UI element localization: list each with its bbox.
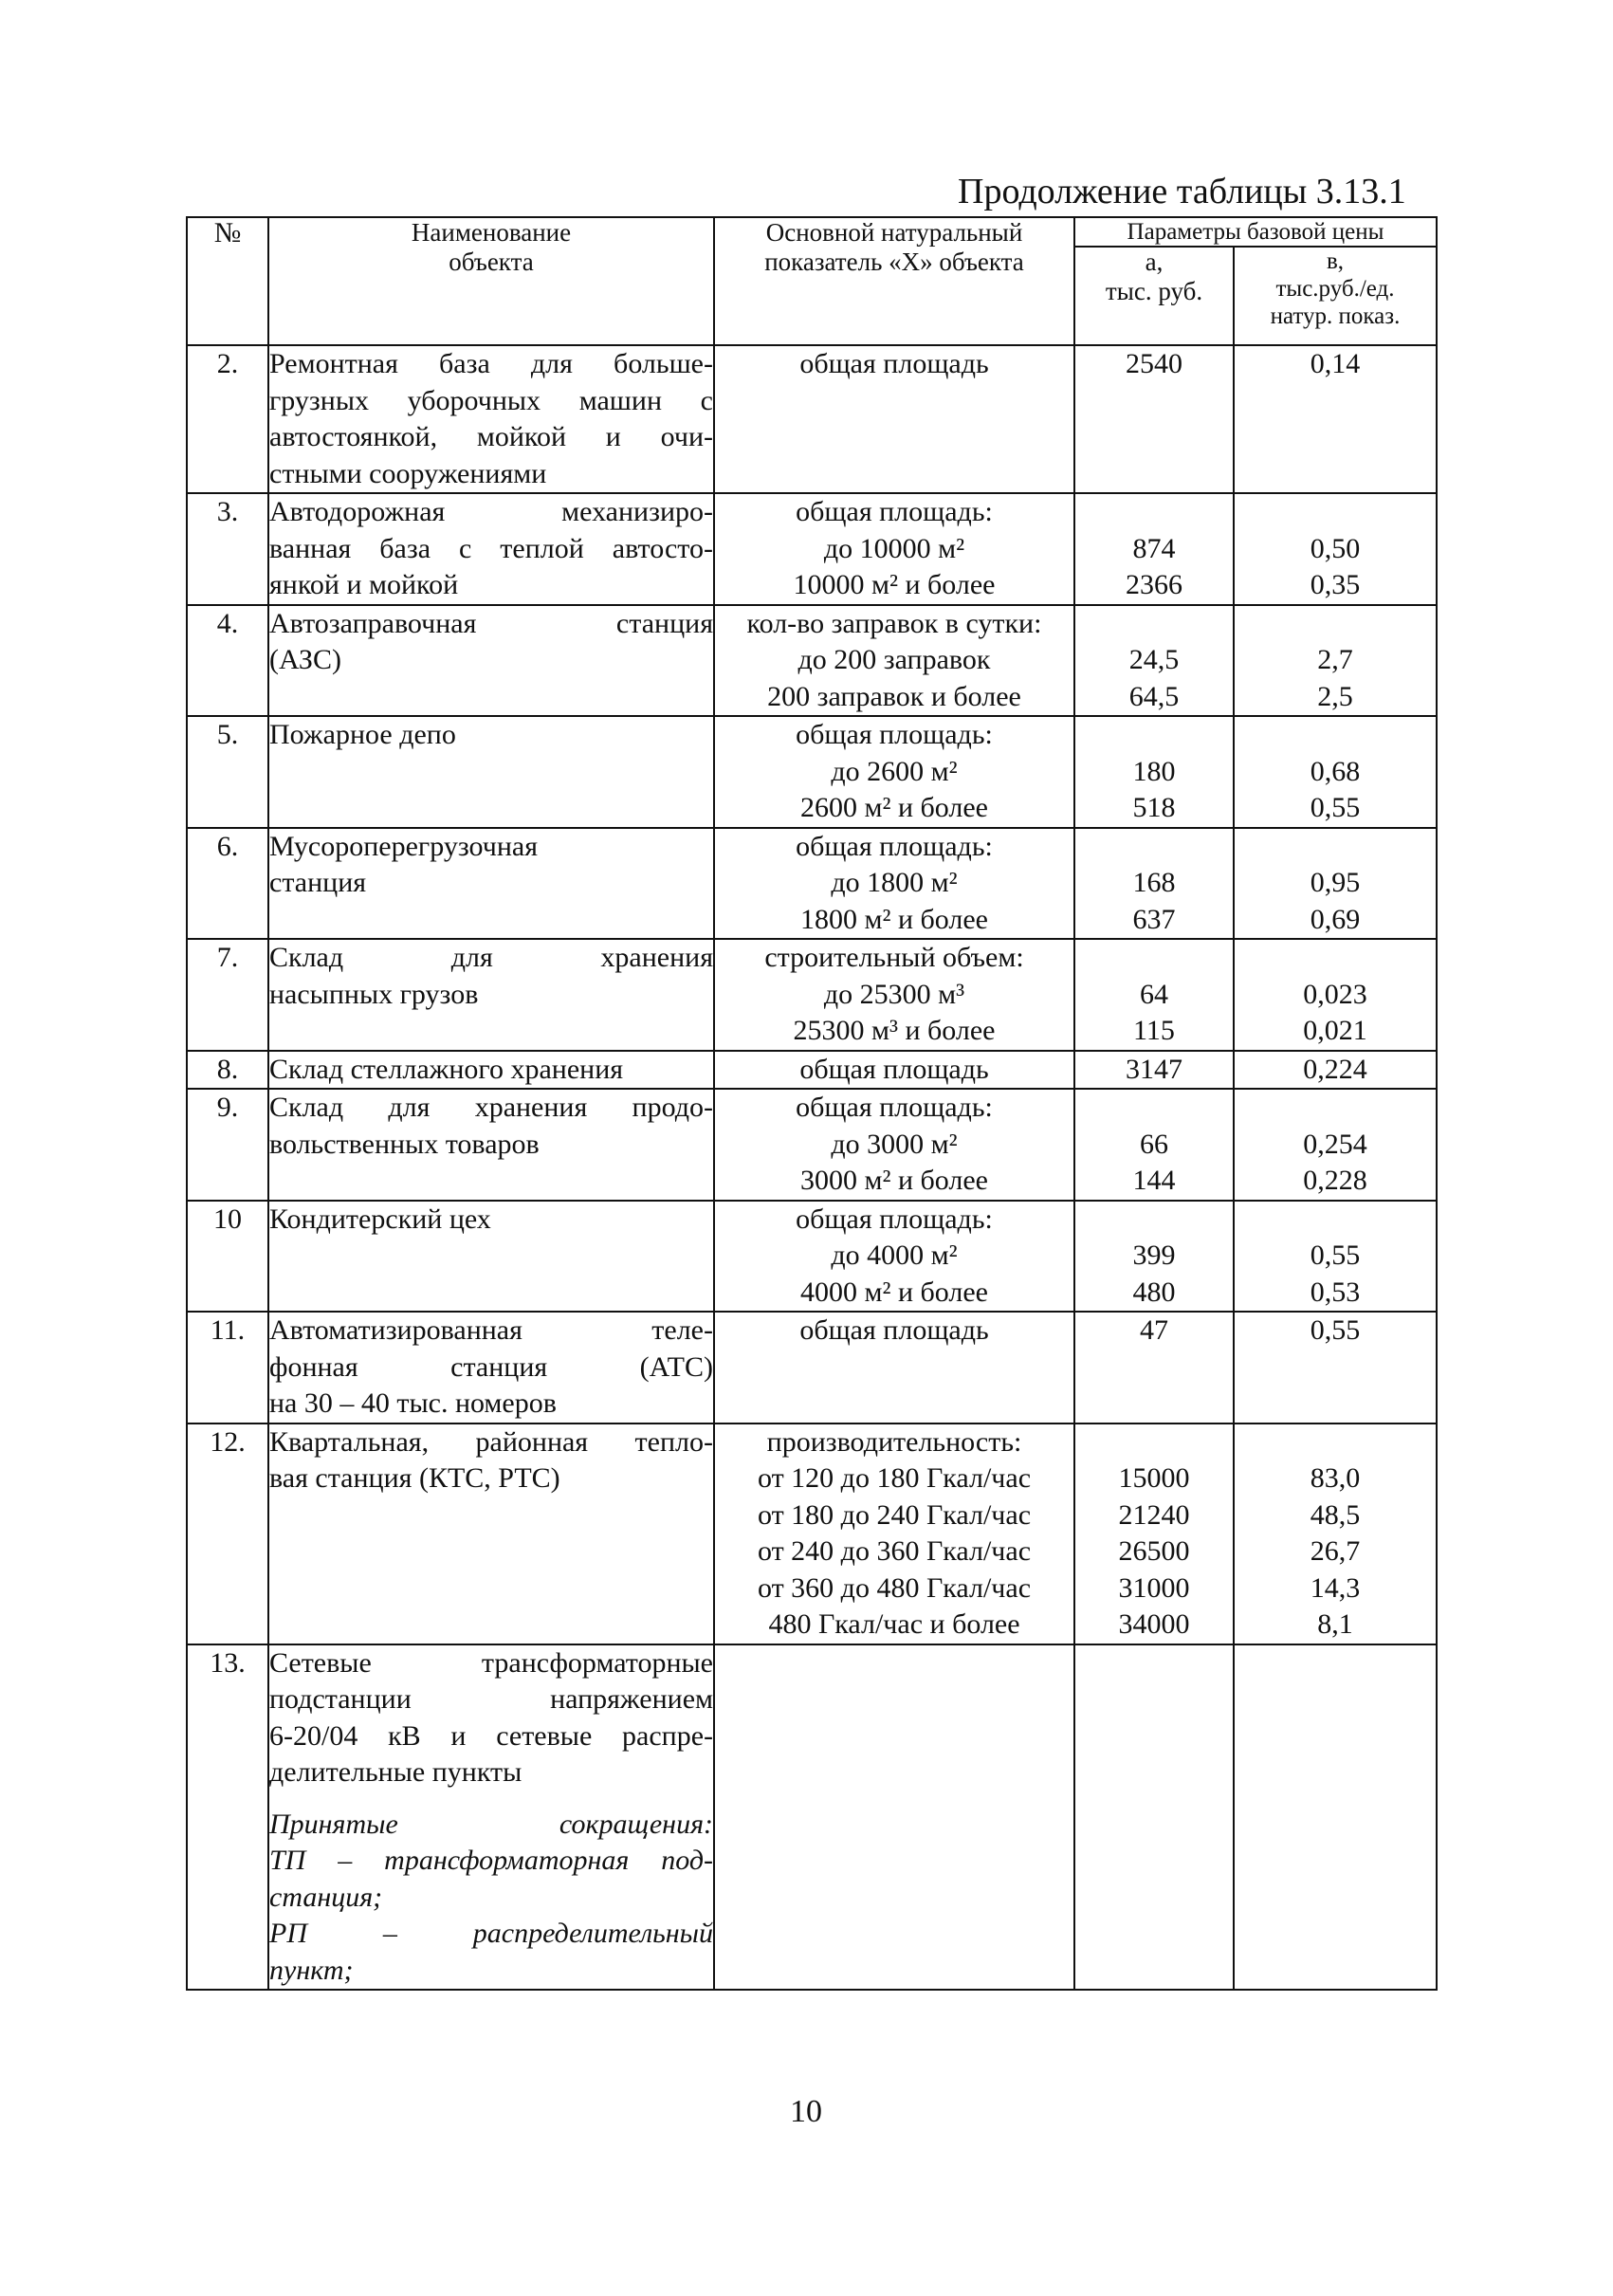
indicator-line: 200 заправок и более bbox=[767, 680, 1021, 712]
indicator-line: 2600 м² и более bbox=[799, 792, 988, 823]
value-a bbox=[1075, 829, 1233, 866]
header-name-line: Наименование bbox=[411, 218, 572, 247]
indicator-cell bbox=[714, 1644, 1074, 1991]
indicator-line: от 360 до 480 Гкал/час bbox=[757, 1571, 1032, 1604]
indicator-line: общая площадь bbox=[799, 348, 989, 379]
value-a: 66 bbox=[1140, 1128, 1168, 1160]
indicator-cell bbox=[714, 1312, 1074, 1424]
table-row bbox=[187, 1644, 1437, 1991]
indicator-line: до 10000 м² bbox=[823, 532, 965, 564]
object-name bbox=[268, 1312, 714, 1424]
indicator-line: кол-во заправок в сутки: bbox=[746, 607, 1042, 639]
indicator-line: общая площадь: bbox=[796, 496, 993, 527]
indicator-line: 3000 м² и более bbox=[799, 1165, 988, 1196]
row-number: 11. bbox=[187, 1312, 268, 1424]
object-name-line: 6-20/04 кВ и сетевые распре- bbox=[269, 1719, 713, 1752]
header-name-line: объекта bbox=[449, 248, 534, 276]
value-b bbox=[1235, 717, 1436, 754]
value-b: 0,14 bbox=[1310, 348, 1361, 379]
object-name-line: подстанции напряжением bbox=[269, 1683, 713, 1715]
indicator-line: общая площадь: bbox=[796, 1092, 993, 1123]
indicator-line: 1800 м² и более bbox=[799, 903, 988, 935]
value-b: 0,68 bbox=[1310, 755, 1361, 787]
indicator-line: 10000 м² и более bbox=[793, 569, 996, 600]
object-name-line: (АЗС) bbox=[269, 644, 341, 675]
abbreviation-note-line: пункт; bbox=[269, 1954, 354, 1986]
header-b-line: тыс.руб./ед. bbox=[1275, 276, 1395, 302]
table-row bbox=[187, 828, 1437, 940]
value-a: 64,5 bbox=[1128, 680, 1180, 712]
indicator-cell bbox=[714, 345, 1074, 493]
value-a bbox=[1075, 494, 1233, 531]
table-caption: Продолжение таблицы 3.13.1 bbox=[958, 172, 1406, 211]
value-b-cell bbox=[1234, 345, 1437, 493]
value-b: 0,55 bbox=[1310, 1240, 1361, 1271]
row-number: 3. bbox=[187, 493, 268, 605]
value-a bbox=[1075, 1202, 1233, 1239]
value-b bbox=[1235, 829, 1436, 866]
indicator-line: общая площадь bbox=[799, 1053, 989, 1085]
value-b bbox=[1235, 1090, 1436, 1127]
value-b-cell bbox=[1234, 1424, 1437, 1644]
object-name-line: станция bbox=[269, 867, 367, 898]
value-a: 3147 bbox=[1126, 1053, 1182, 1085]
value-a: 874 bbox=[1132, 532, 1176, 564]
indicator-line: до 1800 м² bbox=[831, 867, 958, 898]
object-name-line: стными сооружениями bbox=[269, 457, 547, 489]
value-b: 0,228 bbox=[1303, 1165, 1367, 1196]
value-b: 0,224 bbox=[1303, 1053, 1367, 1085]
value-b: 83,0 bbox=[1310, 1462, 1361, 1494]
indicator-cell bbox=[714, 1089, 1074, 1201]
table-row bbox=[187, 345, 1437, 493]
value-b-cell bbox=[1234, 605, 1437, 717]
table-row bbox=[187, 1312, 1437, 1424]
value-a bbox=[1075, 1424, 1233, 1461]
indicator-cell bbox=[714, 1424, 1074, 1644]
object-name bbox=[268, 1424, 714, 1644]
header-indicator bbox=[714, 217, 1074, 345]
indicator-line: 25300 м³ и более bbox=[793, 1015, 996, 1046]
table-row bbox=[187, 605, 1437, 717]
row-number: 7. bbox=[187, 939, 268, 1051]
indicator-line: общая площадь: bbox=[796, 830, 993, 862]
table-row bbox=[187, 1089, 1437, 1201]
table-row bbox=[187, 716, 1437, 828]
value-b: 0,55 bbox=[1310, 792, 1361, 823]
value-a: 2540 bbox=[1126, 348, 1182, 379]
header-b-line: в, bbox=[1326, 248, 1345, 274]
value-a: 15000 bbox=[1118, 1462, 1190, 1494]
object-name-line: ванная база с теплой автосто- bbox=[269, 532, 713, 564]
value-a: 24,5 bbox=[1128, 644, 1180, 675]
object-name-line: Автоматизированная теле- bbox=[269, 1314, 713, 1346]
value-b: 48,5 bbox=[1310, 1498, 1361, 1531]
value-b: 2,7 bbox=[1317, 644, 1353, 675]
indicator-cell bbox=[714, 828, 1074, 940]
indicator-line: производительность: bbox=[766, 1425, 1022, 1458]
object-name-line: Склад стеллажного хранения bbox=[269, 1053, 624, 1085]
indicator-line: до 4000 м² bbox=[831, 1240, 958, 1271]
value-a: 26500 bbox=[1118, 1535, 1190, 1567]
value-b: 0,55 bbox=[1310, 1314, 1361, 1346]
value-a-cell bbox=[1074, 716, 1234, 828]
row-number: 5. bbox=[187, 716, 268, 828]
header-a-line: а, bbox=[1145, 248, 1164, 276]
header-b bbox=[1234, 247, 1437, 345]
value-b: 0,254 bbox=[1303, 1128, 1367, 1160]
value-b: 0,023 bbox=[1303, 978, 1367, 1010]
value-a-cell bbox=[1074, 828, 1234, 940]
object-name bbox=[268, 1644, 714, 1991]
indicator-line: до 200 заправок bbox=[797, 644, 991, 675]
value-a: 64 bbox=[1140, 978, 1168, 1010]
value-a: 637 bbox=[1132, 903, 1176, 935]
value-a-cell bbox=[1074, 939, 1234, 1051]
indicator-line: 480 Гкал/час и более bbox=[768, 1608, 1020, 1640]
row-number: 13. bbox=[187, 1644, 268, 1991]
value-b: 0,50 bbox=[1310, 532, 1361, 564]
value-b: 0,95 bbox=[1310, 867, 1361, 898]
abbreviation-note-line: ТП – трансформаторная под- bbox=[269, 1845, 713, 1876]
value-b-cell bbox=[1234, 1089, 1437, 1201]
value-a-cell bbox=[1074, 1089, 1234, 1201]
header-indicator-line: показатель «Х» объекта bbox=[764, 248, 1024, 276]
value-b: 0,69 bbox=[1310, 903, 1361, 935]
object-name-line: автостоянкой, мойкой и очи- bbox=[269, 421, 713, 452]
indicator-cell bbox=[714, 716, 1074, 828]
object-name-line: насыпных грузов bbox=[269, 978, 479, 1010]
value-b-cell bbox=[1234, 1312, 1437, 1424]
object-name-line: Кондитерский цех bbox=[269, 1203, 491, 1235]
value-a-cell bbox=[1074, 1051, 1234, 1090]
table-row bbox=[187, 1424, 1437, 1644]
value-a-cell bbox=[1074, 1312, 1234, 1424]
value-a: 34000 bbox=[1118, 1608, 1190, 1640]
object-name-line: Автодорожная механизиро- bbox=[269, 496, 713, 527]
value-a bbox=[1075, 940, 1233, 977]
object-name-line: на 30 – 40 тыс. номеров bbox=[269, 1387, 557, 1419]
row-number: 4. bbox=[187, 605, 268, 717]
indicator-cell bbox=[714, 1051, 1074, 1090]
indicator-cell bbox=[714, 605, 1074, 717]
value-a: 180 bbox=[1132, 755, 1176, 787]
indicator-line: до 3000 м² bbox=[831, 1128, 958, 1160]
value-b bbox=[1235, 494, 1436, 531]
object-name bbox=[268, 716, 714, 828]
abbreviation-note-line: Принятые сокращения: bbox=[269, 1808, 713, 1840]
abbreviation-note-line: РП – распределительный bbox=[269, 1918, 713, 1949]
indicator-line: общая площадь: bbox=[796, 719, 993, 750]
header-name bbox=[268, 217, 714, 345]
header-a-line: тыс. руб. bbox=[1105, 277, 1203, 305]
value-b bbox=[1235, 1202, 1436, 1239]
object-name-line: делительные пункты bbox=[269, 1756, 522, 1788]
indicator-cell bbox=[714, 1201, 1074, 1313]
header-indicator-line: Основной натуральный bbox=[765, 218, 1023, 247]
object-name-line: Ремонтная база для больше- bbox=[269, 348, 713, 379]
row-number: 9. bbox=[187, 1089, 268, 1201]
indicator-line: от 180 до 240 Гкал/час bbox=[757, 1498, 1032, 1531]
price-table bbox=[186, 216, 1438, 1991]
row-number: 6. bbox=[187, 828, 268, 940]
row-number: 10 bbox=[187, 1201, 268, 1313]
value-a: 168 bbox=[1132, 867, 1176, 898]
row-number: 8. bbox=[187, 1051, 268, 1090]
value-a: 144 bbox=[1132, 1165, 1176, 1196]
value-a: 115 bbox=[1133, 1015, 1175, 1046]
table-row bbox=[187, 493, 1437, 605]
object-name bbox=[268, 1051, 714, 1090]
value-b-cell bbox=[1234, 1644, 1437, 1991]
value-a-cell bbox=[1074, 605, 1234, 717]
indicator-cell bbox=[714, 939, 1074, 1051]
object-name bbox=[268, 1089, 714, 1201]
object-name-line: янкой и мойкой bbox=[269, 569, 459, 600]
value-b-cell bbox=[1234, 1051, 1437, 1090]
object-name-line: Сетевые трансформаторные bbox=[269, 1646, 713, 1679]
table-row bbox=[187, 1201, 1437, 1313]
header-a bbox=[1074, 247, 1234, 345]
value-b-cell bbox=[1234, 939, 1437, 1051]
value-b: 14,3 bbox=[1310, 1571, 1361, 1604]
value-b-cell bbox=[1234, 716, 1437, 828]
indicator-line: до 2600 м² bbox=[831, 755, 958, 787]
object-name-line: фонная станция (АТС) bbox=[269, 1350, 713, 1383]
table-row bbox=[187, 939, 1437, 1051]
value-a-cell bbox=[1074, 1644, 1234, 1991]
header-params: Параметры базовой цены bbox=[1074, 217, 1437, 247]
row-number: 12. bbox=[187, 1424, 268, 1644]
object-name-line: Пожарное депо bbox=[269, 719, 456, 750]
value-b: 0,53 bbox=[1310, 1276, 1361, 1308]
indicator-line: общая площадь bbox=[799, 1314, 989, 1346]
indicator-line: строительный объем: bbox=[764, 942, 1024, 973]
value-b bbox=[1235, 1424, 1436, 1461]
value-b-cell bbox=[1234, 1201, 1437, 1313]
object-name bbox=[268, 939, 714, 1051]
spacer bbox=[269, 1791, 713, 1807]
value-a-cell bbox=[1074, 1201, 1234, 1313]
value-a bbox=[1075, 1090, 1233, 1127]
indicator-line: общая площадь: bbox=[796, 1203, 993, 1235]
object-name-line: вольственных товаров bbox=[269, 1128, 540, 1160]
header-num: № bbox=[187, 217, 268, 345]
row-number: 2. bbox=[187, 345, 268, 493]
value-b: 0,021 bbox=[1303, 1015, 1367, 1046]
object-name-line: грузных уборочных машин с bbox=[269, 384, 713, 416]
table-header bbox=[187, 217, 1437, 345]
value-a-cell bbox=[1074, 345, 1234, 493]
table-body bbox=[187, 345, 1437, 1990]
object-name bbox=[268, 1201, 714, 1313]
page-number: 10 bbox=[790, 2094, 822, 2129]
value-a: 31000 bbox=[1118, 1571, 1190, 1604]
value-b: 26,7 bbox=[1310, 1535, 1361, 1567]
value-a bbox=[1075, 717, 1233, 754]
table-row bbox=[187, 1051, 1437, 1090]
value-a-cell bbox=[1074, 493, 1234, 605]
value-a bbox=[1075, 606, 1233, 643]
value-a: 399 bbox=[1132, 1240, 1176, 1271]
object-name-line: вая станция (КТС, РТС) bbox=[269, 1462, 560, 1494]
value-a: 47 bbox=[1140, 1314, 1168, 1346]
header-b-line: натур. показ. bbox=[1270, 303, 1401, 329]
object-name-line: Склад для хранения продо- bbox=[269, 1092, 713, 1123]
object-name bbox=[268, 828, 714, 940]
object-name-line: Мусороперегрузочная bbox=[269, 830, 538, 862]
value-b-cell bbox=[1234, 493, 1437, 605]
indicator-line: до 25300 м³ bbox=[823, 978, 965, 1010]
object-name bbox=[268, 605, 714, 717]
object-name bbox=[268, 345, 714, 493]
object-name-line: Склад для хранения bbox=[269, 942, 713, 973]
indicator-line: от 120 до 180 Гкал/час bbox=[757, 1462, 1032, 1494]
abbreviation-note-line: станция; bbox=[269, 1881, 383, 1913]
value-b: 8,1 bbox=[1317, 1608, 1353, 1640]
value-b: 2,5 bbox=[1317, 680, 1353, 712]
indicator-line: 4000 м² и более bbox=[799, 1276, 988, 1308]
value-b bbox=[1235, 606, 1436, 643]
value-a: 21240 bbox=[1118, 1498, 1190, 1531]
object-name-line: Квартальная, районная тепло- bbox=[269, 1425, 713, 1458]
value-b-cell bbox=[1234, 828, 1437, 940]
value-b: 0,35 bbox=[1310, 569, 1361, 600]
value-a: 480 bbox=[1132, 1276, 1176, 1308]
indicator-cell bbox=[714, 493, 1074, 605]
object-name bbox=[268, 493, 714, 605]
value-a: 2366 bbox=[1126, 569, 1182, 600]
object-name-line: Автозаправочная станция bbox=[269, 607, 713, 639]
value-a: 518 bbox=[1132, 792, 1176, 823]
indicator-line: от 240 до 360 Гкал/час bbox=[757, 1535, 1032, 1567]
value-a-cell bbox=[1074, 1424, 1234, 1644]
value-b bbox=[1235, 940, 1436, 977]
